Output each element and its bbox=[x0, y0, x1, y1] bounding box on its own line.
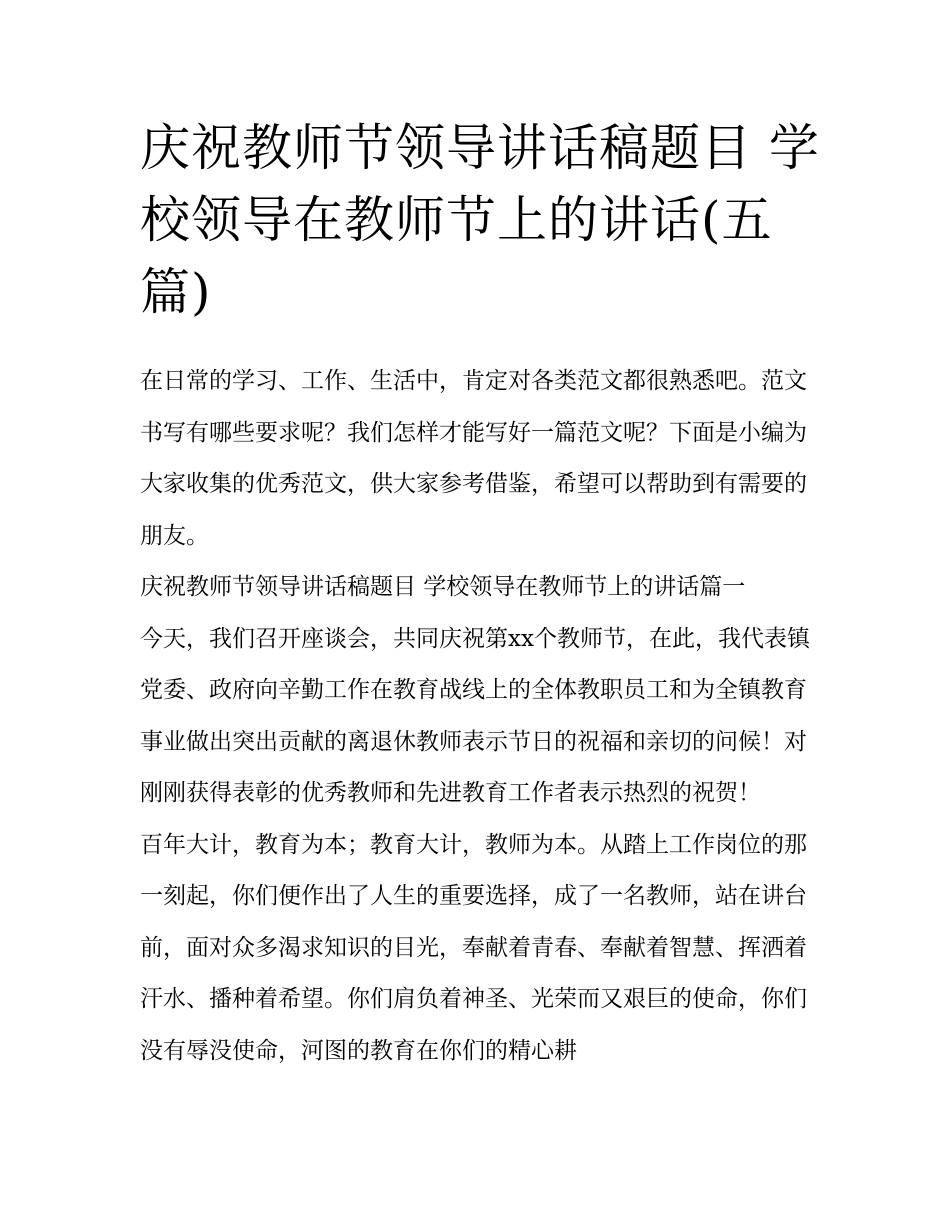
document-body bbox=[140, 356, 820, 1077]
paragraph-education: 百年大计，教育为本；教育大计，教师为本。从踏上工作岗位的那一刻起，你们便作出了人生的重要选择，成了一名教师，站在讲台前，面对众多渴求知识的目光，奉献着青春、奉献着智慧、挥洒着汗水、播种着希望。你们肩负着神圣、光荣而又艰巨的使命，你们没有辱没使命，河图的教育在你们的精心耕 bbox=[140, 831, 807, 1064]
paragraph-intro: 在日常的学习、工作、生活中，肯定对各类范文都很熟悉吧。范文书写有哪些要求呢？我们怎样才能写好一篇范文呢？下面是小编为大家收集的优秀范文，供大家参考借鉴，希望可以帮助到有需要的朋友。 bbox=[140, 368, 807, 549]
paragraph-section-heading: 庆祝教师节领导讲话稿题目 学校领导在教师节上的讲话篇一 bbox=[140, 574, 746, 600]
document-title: 庆祝教师节领导讲话稿题目 学校领导在教师节上的讲话(五篇) bbox=[140, 119, 820, 321]
paragraph-greeting: 今天，我们召开座谈会，共同庆祝第xx个教师节，在此，我代表镇党委、政府向辛勤工作在教育战线上的全体教职员工和为全镇教育事业做出突出贡献的离退休教师表示节日的祝福和亲切的问候！对刚刚获得表彰的优秀教师和先进教育工作者表示热烈的祝贺！ bbox=[140, 625, 810, 806]
